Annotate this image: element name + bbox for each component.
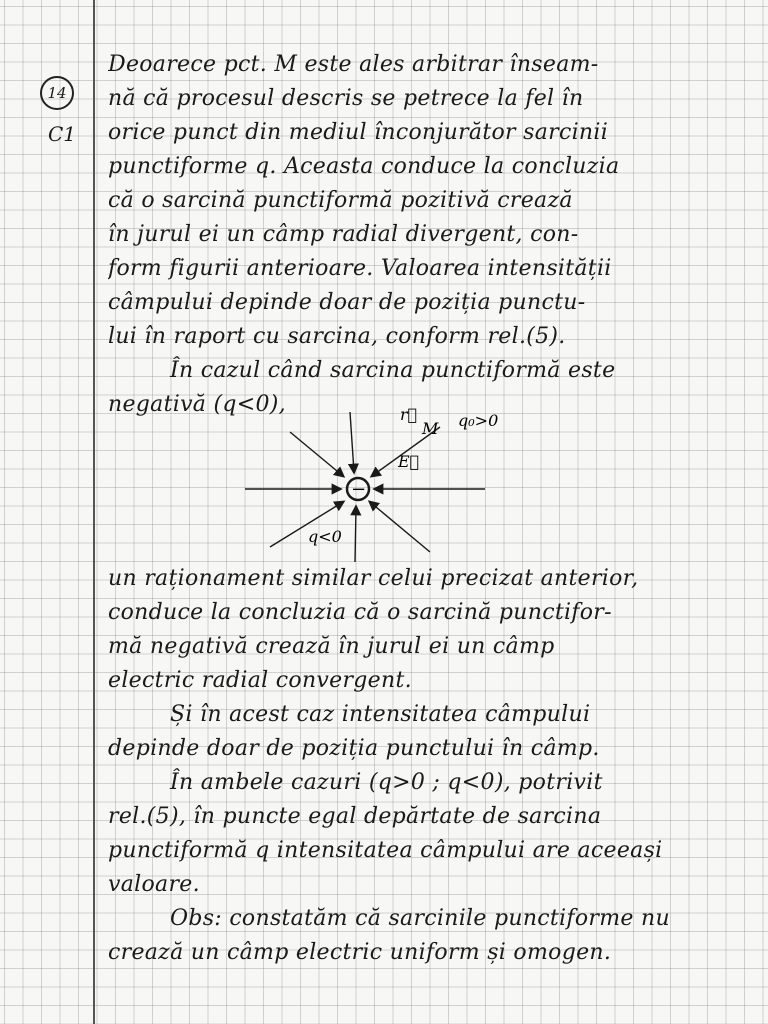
label-r-vector: r⃗ [400, 405, 418, 424]
text-line: conduce la concluzia că o sarcină punctifor- [108, 600, 612, 625]
text-line: negativă (q<0), [108, 392, 286, 417]
handwritten-text-upper [108, 48, 738, 422]
text-line: în jurul ei un câmp radial divergent, con- [108, 222, 579, 247]
text-line: În ambele cazuri (q>0 ; q<0), potrivit [170, 770, 603, 795]
text-line: electric radial convergent. [108, 668, 412, 693]
text-line: lui în raport cu sarcina, conform rel.(5). [108, 324, 566, 349]
negative-charge-field-diagram [230, 392, 570, 567]
text-line: rel.(5), în puncte egal depărtate de sarcina [108, 804, 602, 829]
text-line: un raționament similar celui precizat anterior, [108, 566, 639, 591]
text-line: că o sarcină punctiformă pozitivă crează [108, 188, 573, 213]
label-point-M: M [422, 419, 439, 438]
charge-sign: − [351, 479, 367, 500]
course-code: C1 [48, 122, 77, 146]
text-line: form figurii anterioare. Valoarea intensității [108, 256, 612, 281]
field-line [350, 412, 354, 472]
page-number: 14 [47, 84, 67, 102]
notebook-margin-line [93, 0, 95, 1024]
text-line: crează un câmp electric uniform și omogen. [108, 940, 612, 965]
field-line [355, 507, 356, 562]
text-line: punctiforme q. Aceasta conduce la concluzia [108, 154, 620, 179]
text-line: mă negativă crează în jurul ei un câmp [108, 634, 555, 659]
text-line: depinde doar de poziția punctului în câmp. [108, 736, 600, 761]
text-line: câmpului depinde doar de poziția punctu- [108, 290, 586, 315]
text-line: Și în acest caz intensitatea câmpului [170, 702, 591, 727]
text-line: Obs: constatăm că sarcinile punctiforme nu [170, 906, 670, 931]
field-line [370, 502, 430, 552]
text-line: Deoarece pct. M este ales arbitrar înseam- [108, 52, 599, 77]
text-line: nă că procesul descris se petrece la fel în [108, 86, 584, 111]
text-line: orice punct din mediul înconjurător sarcinii [108, 120, 609, 145]
label-charge: q<0 [308, 527, 342, 546]
handwritten-text-lower [108, 562, 738, 970]
label-test-charge: q₀>0 [458, 411, 499, 430]
page-number-circle [40, 76, 74, 110]
label-E-vector: E⃗ [398, 452, 420, 471]
text-line: punctiformă q intensitatea câmpului are aceeași [108, 838, 663, 863]
text-line: În cazul când sarcina punctiformă este [170, 358, 616, 383]
text-line: valoare. [108, 872, 200, 897]
field-line [290, 432, 343, 476]
